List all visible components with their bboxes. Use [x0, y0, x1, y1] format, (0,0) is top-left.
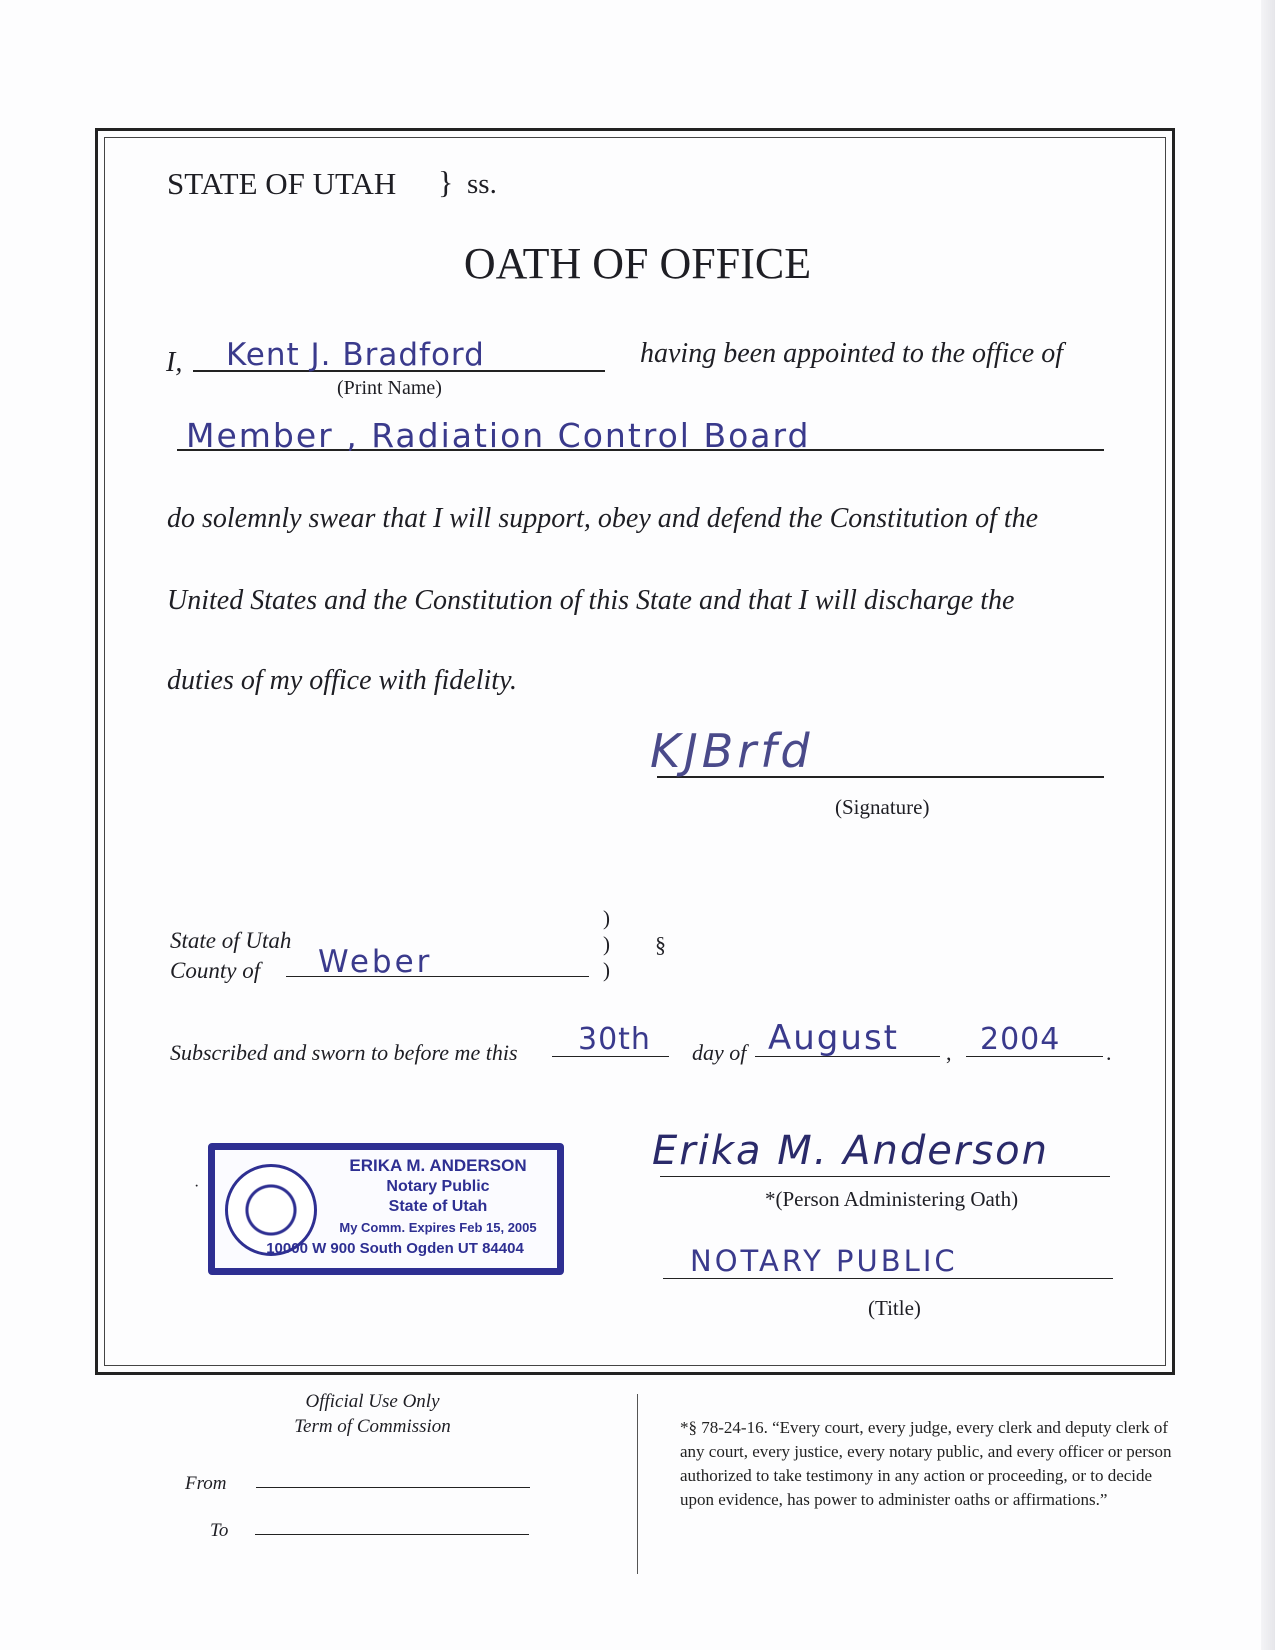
- document-title: OATH OF OFFICE: [463, 239, 812, 288]
- statute-note: *§ 78-24-16. “Every court, every judge, every clerk and deputy clerk of any court, every justice, every notary public, and every officer or person authorized to take testimony in any action or proceeding, or to decide upon evidence, has power to administer oaths or affirmations.”: [680, 1418, 1172, 1509]
- to-line: [255, 1534, 529, 1535]
- from-label: From: [185, 1473, 227, 1494]
- venue-paren-1: ): [603, 906, 610, 930]
- sworn-day-of: day of: [692, 1040, 747, 1065]
- administrator-caption: *(Person Administering Oath): [765, 1187, 1019, 1211]
- stamp-name: ERIKA M. ANDERSON: [349, 1156, 527, 1175]
- county-name: Weber: [318, 944, 433, 980]
- oath-prefix: I,: [166, 347, 183, 378]
- oath-line-1: do solemnly swear that I will support, obey and defend the Constitution of the: [167, 503, 1039, 534]
- sworn-day: 30th: [578, 1022, 651, 1057]
- oath-line-3: duties of my office with fidelity.: [167, 665, 517, 696]
- printed-name: Kent J. Bradford: [226, 337, 485, 373]
- state-heading: STATE OF UTAH: [167, 166, 397, 201]
- print-name-caption: (Print Name): [337, 377, 442, 399]
- sworn-prefix: Subscribed and sworn to before me this: [170, 1040, 518, 1065]
- venue-paren-3: ): [603, 958, 610, 982]
- administrator-signature: Erika M. Anderson: [652, 1128, 1049, 1174]
- sworn-month: August: [768, 1018, 899, 1058]
- stamp-expires: My Comm. Expires Feb 15, 2005: [339, 1220, 537, 1235]
- stamp-address: 10000 W 900 South Ogden UT 84404: [266, 1240, 524, 1257]
- signature-handwriting: KJBrfd: [650, 724, 814, 778]
- notary-stamp: [208, 1143, 564, 1275]
- stamp-title: Notary Public: [386, 1178, 490, 1195]
- appointed-text: having been appointed to the office of: [640, 338, 1064, 369]
- section-symbol: §: [655, 932, 666, 957]
- stamp-state: State of Utah: [388, 1198, 488, 1215]
- signature-caption: (Signature): [835, 795, 930, 819]
- header-brace: }: [438, 164, 454, 200]
- official-use-heading: Official Use Only: [305, 1391, 440, 1412]
- sworn-comma: ,: [946, 1040, 952, 1065]
- oath-line-2: United States and the Constitution of this State and that I will discharge the: [167, 585, 1015, 616]
- venue-state-label: State of Utah: [170, 928, 292, 953]
- from-line: [256, 1487, 530, 1488]
- ss-label: ss.: [467, 168, 497, 200]
- term-of-commission: Term of Commission: [294, 1416, 451, 1437]
- sworn-period: .: [1106, 1040, 1112, 1065]
- sworn-year: 2004: [980, 1022, 1061, 1057]
- to-label: To: [210, 1520, 229, 1541]
- title-caption: (Title): [868, 1296, 921, 1320]
- administrator-title: NOTARY PUBLIC: [690, 1244, 958, 1278]
- stamp-dot: ·: [194, 1178, 200, 1195]
- title-line: [663, 1278, 1113, 1279]
- office-title: Member , Radiation Control Board: [186, 416, 811, 455]
- venue-county-label: County of: [170, 958, 261, 983]
- footer-divider: [637, 1394, 638, 1574]
- venue-paren-2: ): [603, 932, 610, 956]
- administrator-line: [660, 1176, 1110, 1177]
